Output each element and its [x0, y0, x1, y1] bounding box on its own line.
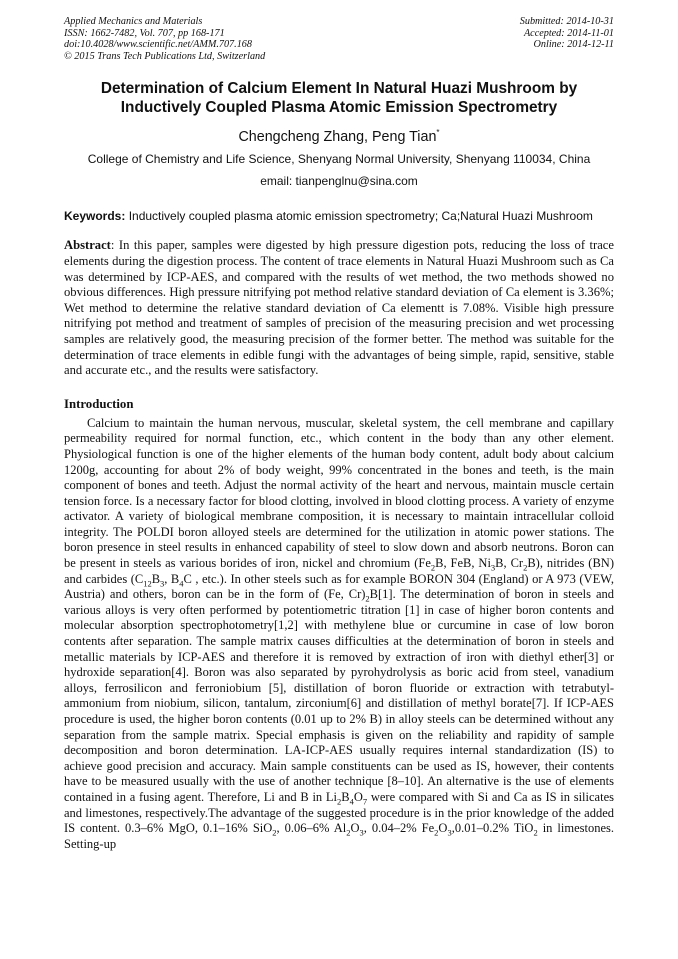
formula-part: O: [438, 821, 448, 836]
keywords-text: Inductively coupled plasma atomic emission spectrometry; Ca;Natural Huazi Mushroom: [125, 209, 593, 224]
formula-fe2b: [418, 556, 479, 573]
abstract: [64, 238, 614, 378]
intro-text-2: B[1]. The determination of boron in steels and various alloys is very often performed by potentiometric titration [1] in case of higher boron contents and molecular absorption spectrophotometry[1,2] with methylene blue or curcumine in case of low boron contents after separation. The sample matrix causes difficulties at the determination of boron in steels and metallic materials by ICP-AES and therefore it is removed by extraction of iron with diethyl ether[3] or hydroxide separation[4]. Boron was also separated by pyrohydrolysis as boric acid from steel, vanadium alloys, ferrosilicon and ferroniobium [5], distillation of boron fluoride or extraction with tetrabutyl-ammonium from niobium, silicon, tantalum, zirconium[6] and distillation of methyl borate[7]. If ICP-AES procedure is used, the higher boron contents (0.01 up to 2% B) in alloy steels can be determined without any separation from the sample matrix. Special emphasis is given on the reliability and rapidity of sample decomposition and boron determination. LA-ICP-AES usually requires internal standardization (IS) to achieve good precision and accuracy. Main sample constituents can be used as IS, however, their contents have to be measured usually with the use of another technique [8–10]. An alternative is the use of elements contained in a fusing agent. Therefore, Li and B in: [64, 587, 614, 804]
authors: [64, 128, 614, 146]
title-line-2: Inductively Coupled Plasma Atomic Emission Spectrometry: [120, 99, 558, 117]
doi: doi:10.4028/www.scientific.net/AMM.707.168: [64, 39, 252, 51]
intro-text-4: in limestones. Setting-up: [64, 821, 614, 851]
formula-al2o3: [276, 821, 364, 838]
submitted-date: Submitted: 2014-10-31: [519, 16, 614, 27]
introduction-paragraph: [64, 416, 614, 853]
abstract-label: Abstract: [64, 238, 111, 253]
formula-sub: 12: [143, 578, 152, 589]
formula-sub: 3: [359, 827, 364, 838]
formula-part: O: [353, 789, 363, 804]
formula-sub: 2: [434, 827, 439, 838]
formula-sub: 2: [533, 827, 538, 838]
formula-sub: 3: [160, 578, 165, 589]
abstract-text: : In this paper, samples were digested by high pressure digestion pots, reducing the loss of trace elements during the digestion process. The content of trace elements in Natural Huazi Mushroom such as Ca was determined by ICP-AES, and compared with the results of wet method, the two methods showed no obvious differences. High pressure nitrifying pot method relative standard deviation of Ca element is 3.36%; Wet method to determine the relative standard deviation of Ca elementt is 7.08%. Visible high pressure nitrifying pot method and treatment of samples of precision of the measuring precision and wet processing samples are relatively good, the measuring precision of the former better. The method was suitable for the determination of trace elements in edible fungi with the advantages of being simple, rapid, sensitive, stable and accurate etc., and the results were satisfactory.: [64, 238, 614, 378]
title-line-1: Determination of Calcium Element In Natural Huazi Mushroom by: [100, 80, 578, 98]
formula-part: TiO: [513, 821, 534, 836]
formula-c12b3: [134, 571, 165, 589]
formula-li2b4o7: [325, 789, 368, 807]
formula-part: B,: [495, 556, 511, 571]
issn: ISSN: 1662-7482, Vol. 707, pp 168-171: [64, 27, 225, 39]
author-names: Chengcheng Zhang, Peng Tian: [238, 129, 437, 146]
formula-fecr2-sub: 2: [365, 593, 370, 604]
formula-sub: 3: [490, 562, 496, 573]
formula-part: Al: [333, 821, 347, 836]
formula-part: , 0.06–6%: [276, 821, 334, 836]
keywords: [64, 209, 614, 224]
keywords-label: Keywords:: [64, 209, 126, 224]
introduction-heading: Introduction: [64, 396, 134, 411]
affiliation: College of Chemistry and Life Science, Shenyang Normal University, Shenyang 110034, China: [87, 152, 591, 167]
header-meta-left: [64, 16, 265, 62]
formula-part: Cr: [510, 556, 524, 571]
formula-fe2o3: [363, 821, 452, 838]
online-date: Online: 2014-12-11: [533, 39, 614, 51]
formula-sub: 2: [346, 827, 351, 838]
formula-part: SiO: [252, 821, 273, 836]
header-meta-right: [520, 16, 614, 62]
formula-sub: 4: [349, 796, 354, 807]
formula-part: Ni: [478, 556, 491, 571]
accepted-date: Accepted: 2014-11-01: [523, 27, 614, 39]
formula-part: B: [341, 789, 350, 804]
formula-sub: 2: [523, 562, 528, 573]
header-meta: [64, 16, 614, 62]
formula-part: C: [134, 571, 144, 586]
formula-part: ,0.01–0.2%: [451, 821, 514, 836]
formula-part: , B: [164, 571, 180, 586]
paper-title: [64, 79, 614, 117]
formula-part: Fe: [421, 821, 435, 836]
corresponding-author-mark: *: [436, 128, 440, 138]
formula-sub: 2: [430, 562, 436, 573]
formula-ni3b: [478, 556, 511, 573]
formula-sub: 2: [337, 796, 342, 807]
formula-sub: 2: [272, 827, 277, 838]
formula-part: O: [350, 821, 360, 836]
formula-part: , 0.04–2%: [363, 821, 422, 836]
formula-sio2: [252, 821, 277, 838]
copyright: © 2015 Trans Tech Publications Ltd, Switzerland: [64, 50, 266, 62]
formula-sub: 4: [179, 578, 184, 589]
author-email: email: tianpenglnu@sina.com: [260, 174, 418, 189]
formula-part: Li: [325, 789, 337, 804]
intro-text-3: were compared with Si and Ca as IS in silicates and limestones, respectively.The advantage of the suggested procedure is in the prior knowledge of the added IS content. 0.3–6% MgO, 0.1–16%: [64, 789, 614, 836]
formula-part: B), nitrides (BN) and carbides (: [64, 556, 614, 586]
formula-sub: 7: [362, 796, 368, 807]
formula-sub: 3: [447, 827, 452, 838]
intro-text-1: Calcium to maintain the human nervous, muscular, skeletal system, the cell membrane and capillary permeability required for normal function, etc., which content in the body than any other element. Physiological function is one of the higher elements of the human body content, adult body about calcium 1200g, accounting for about 2% of body weight, 99% concentrated in the bones and teeth, is the main component of bones and teeth. Adjust the normal activity of the heart and nervous, maintain muscle certain tension force. Is a necessary factor for blood clotting, involved in blood clotting process. A variety of enzyme activator. A variety of biological membrane composition, it is necessary to maintain intracellular colloid integrity. The POLDI boron alloyed steels are determined for the utilization in atomic power stations. The boron presence in steel results in enhanced capability of steel to slow down and absorb neutrons. Boron can be present in steels as various borides of iron, nickel and chromium (: [64, 415, 614, 571]
formula-part: Fe: [418, 556, 431, 571]
formula-part: C , etc.). In other steels such as for example BORON 304 (England) or A 973 (VEW, Austria) and others, boron can be in the form of (Fe, Cr): [64, 571, 614, 602]
formula-part: B: [151, 571, 161, 586]
journal-name: Applied Mechanics and Materials: [64, 16, 203, 27]
formula-tio2: [451, 821, 538, 838]
formula-part: B, FeB,: [435, 556, 479, 571]
